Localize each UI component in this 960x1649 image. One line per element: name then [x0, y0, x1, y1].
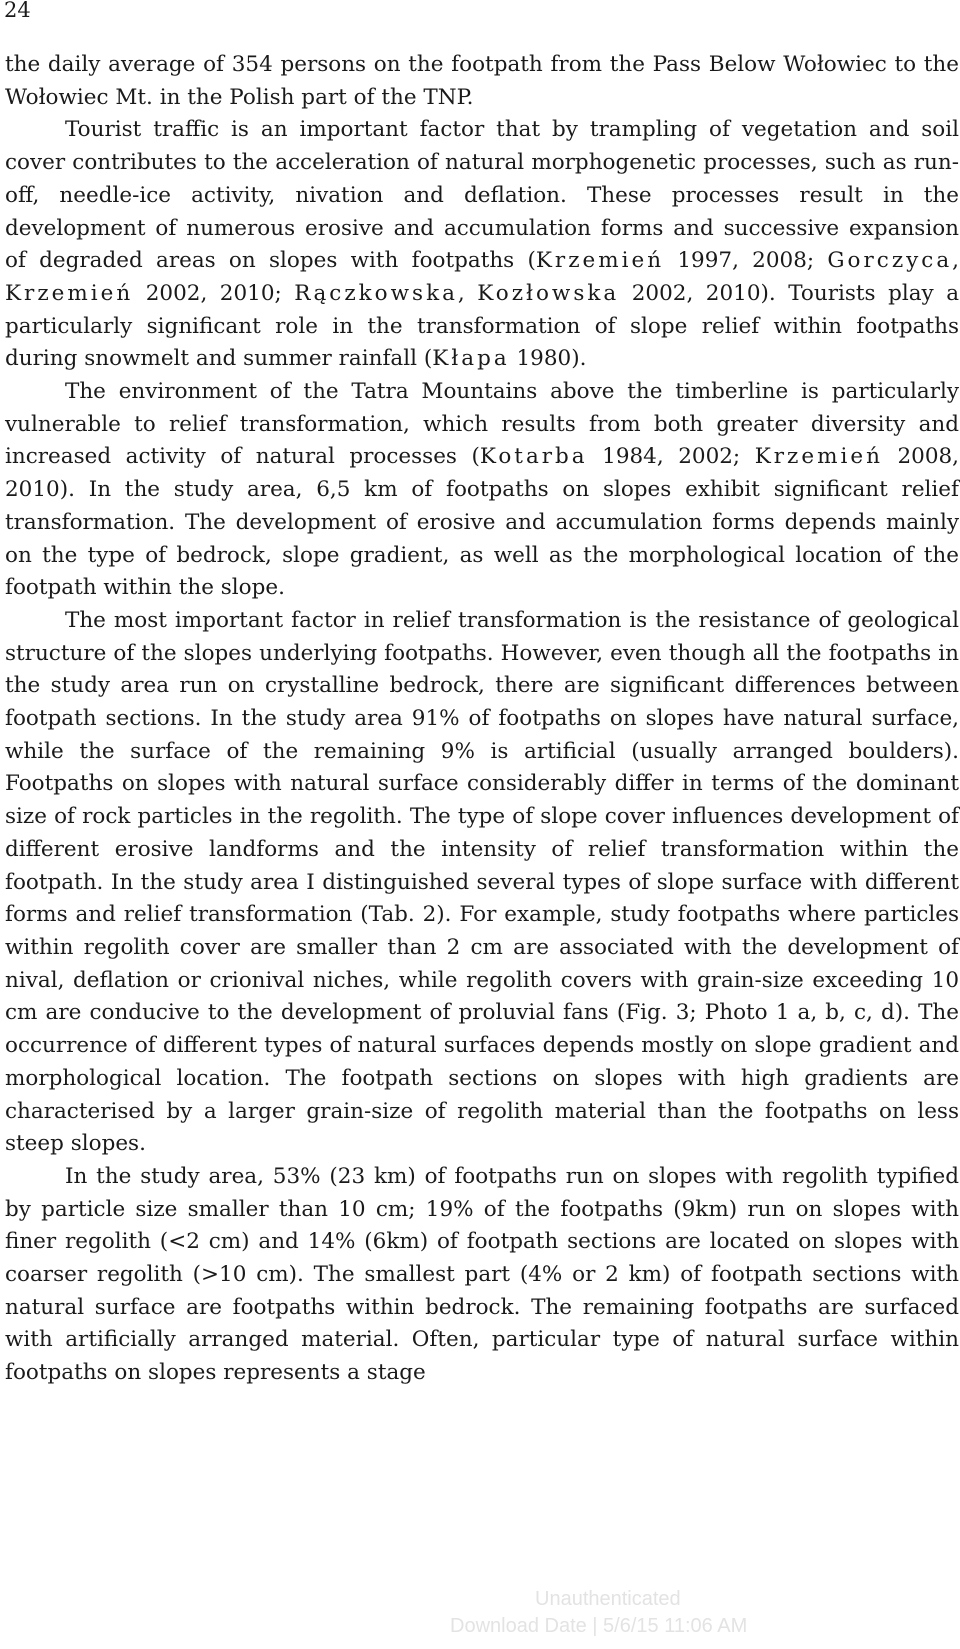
watermark: [450, 1586, 830, 1640]
author-citation: Gorczyca: [827, 248, 953, 274]
paragraph: [5, 1161, 959, 1390]
paragraph-text: ,: [952, 248, 959, 274]
paragraph-text: The environment of the Tatra Mountains above the timberline is particularly vulnerable to relief transformation, which results from both greater diversity and increased activity of natural processes (: [5, 379, 959, 470]
paragraph-text: The most important factor in relief transformation is the resistance of geological structure of the slopes underlying footpaths. However, even though all the footpaths in the study area run on crystalline bedrock, there are significant differences between footpath sections. In the study area 91% of footpaths on slopes have natural surface, while the surface of the remaining 9% is artificial (usually arranged boulders). Footpaths on slopes with natural surface considerably differ in terms of the dominant size of rock particles in the regolith. The type of slope cover influences development of different erosive landforms and the intensity of relief transformation within the footpath. In the study area I distinguished several types of slope surface with different forms and relief transformation (Tab. 2). For example, study footpaths where particles within regolith cover are smaller than 2 cm are associated with the development of nival, deflation or crionival niches, while regolith covers with grain-size exceeding 10 cm are conducive to the development of proluvial fans (Fig. 3; Photo 1 a, b, c, d). The occurrence of different types of natural surfaces depends mostly on slope gradient and morphological location. The footpath sections on slopes with high gradients are characterised by a larger grain-size of regolith material than the footpaths on less steep slopes.: [5, 607, 959, 1157]
watermark-line-2: Download Date | 5/6/15 11:06 AM: [450, 1615, 748, 1637]
paragraph-text: ,: [457, 280, 478, 306]
paragraph: [5, 49, 959, 114]
paragraph-text: In the study area, 53% (23 km) of footpaths run on slopes with regolith typified by particle size smaller than 10 cm; 19% of the footpaths (9km) run on slopes with finer regolith (<2 cm) and 14% (6km) of footpath sections are located on slopes with coarser regolith (>10 cm). The smallest part (4% or 2 km) of footpath sections with natural surface are footpaths within bedrock. The remaining footpaths are surfaced with artificially arranged material. Often, particular type of natural surface within footpaths on slopes represents a stage: [5, 1163, 959, 1386]
author-citation: Rączkowska: [294, 280, 458, 306]
author-citation: Krzemień: [5, 280, 134, 306]
paragraph-text: 2008, 2010). In the study area, 6,5 km of footpaths on slopes exhibit significant relief transformation. The development of erosive and accumulation forms depends mainly on the type of bedrock, slope gradient, as well as the morphological location of the footpath within the slope.: [5, 444, 960, 601]
paragraph-text: 1997, 2008;: [664, 248, 828, 274]
author-citation: Krzemień: [754, 444, 883, 470]
author-citation: Krzemień: [535, 248, 665, 274]
paragraph-text: Tourist traffic is an important factor that by trampling of vegetation and soil cover contributes to the acceleration of natural morphogenetic processes, such as run-off, needle-ice activity, nivation and deflation. These processes result in the development of numerous erosive and accumulation forms and successive expansion of degraded areas on slopes with footpaths (: [5, 117, 959, 274]
page-number: 24: [4, 0, 31, 22]
paragraph: [5, 376, 959, 605]
paragraph-text: 1980).: [509, 346, 587, 372]
paragraph: [5, 114, 959, 376]
author-citation: Kłapa: [432, 346, 510, 372]
paragraph-text: 2002, 2010;: [133, 280, 295, 306]
author-citation: Kotarba: [479, 444, 588, 470]
paragraph-text: the daily average of 354 persons on the footpath from the Pass Below Wołowiec to the Wołowiec Mt. in the Polish part of the TNP.: [5, 52, 959, 110]
paragraph-text: 1984, 2002;: [587, 444, 755, 470]
paragraph: [5, 605, 959, 1161]
paragraph-text: 2002, 2010). Tourists play a particularly significant role in the transformation of slope relief within footpaths during snowmelt and summer rainfall (: [5, 280, 960, 372]
author-citation: Kozłowska: [477, 280, 620, 306]
body-text: [5, 49, 959, 1390]
watermark-line-1: Unauthenticated: [535, 1588, 681, 1610]
